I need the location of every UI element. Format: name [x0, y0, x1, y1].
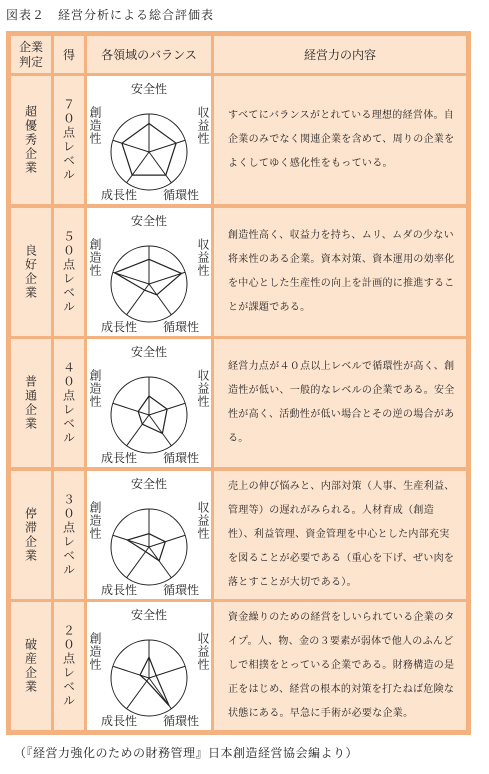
- row-score-cell: [54, 471, 84, 599]
- balance-radar: [87, 471, 211, 599]
- balance-radar: [87, 602, 211, 730]
- header-balance-label: 各領域のバランス: [101, 48, 197, 62]
- row-score: ２０点レベル: [61, 624, 76, 708]
- row-description: 資金繰りのための経営をしいられている企業のタイプ。人、物、金の３要素が弱体で他人のふんどしで相撲をとっている企業である。財務構造の是正をはじめ、経営の根本的対策を打たねば危険な状態にある。早急に手術が必要な企業。: [228, 612, 455, 719]
- radar-spoke-creativity: [113, 535, 149, 547]
- radar-chart: [87, 471, 211, 599]
- header-score-label: 得: [62, 48, 75, 62]
- radar-spoke-circulation: [149, 547, 171, 578]
- radar-axis-label-bottom-left: 成長性: [100, 714, 138, 728]
- radar-spoke-creativity: [113, 140, 149, 152]
- radar-spoke-creativity: [113, 403, 149, 415]
- row-description-cell: [214, 339, 466, 467]
- evaluation-table: [6, 31, 471, 735]
- row-description-cell: [214, 471, 466, 599]
- radar-spoke-profitability: [149, 140, 185, 152]
- source-note: （『経営力強化のための財務管理』日本創造経営協会編より）: [14, 746, 359, 760]
- row-score-cell: [54, 339, 84, 467]
- row-category-cell: [11, 602, 51, 730]
- radar-spoke-growth: [127, 415, 149, 446]
- radar-axis-label-left: 創造性: [88, 106, 102, 145]
- radar-profile: [127, 534, 165, 561]
- row-score-cell: [54, 208, 84, 336]
- row-description: 売上の伸び悩みと、内部対策（人事、生産利益、管理等）の遅れがみられる。人材育成（創造性）、利益管理、資金管理を中心とした内部充実を図ることが必要である（重心を下げ、ぜい肉を落とすことが大切である）。: [228, 481, 455, 588]
- header-content-label: 経営力の内容: [303, 48, 376, 62]
- radar-axis-label-top: 安全性: [130, 608, 168, 622]
- radar-axis-label-top: 安全性: [130, 477, 168, 491]
- radar-axis-label-right: 収益性: [196, 238, 210, 277]
- radar-profile: [138, 396, 167, 433]
- radar-chart: [87, 602, 211, 730]
- radar-spoke-growth: [127, 284, 149, 315]
- row-score-cell: [54, 602, 84, 730]
- radar-axis-label-bottom-left: 成長性: [100, 320, 138, 334]
- radar-axis-label-bottom-left: 成長性: [100, 188, 138, 202]
- radar-axis-label-bottom-right: 循環性: [162, 451, 200, 465]
- radar-axis-label-top: 安全性: [130, 214, 168, 228]
- row-score-cell: [54, 76, 84, 204]
- row-score: ４０点レベル: [61, 361, 76, 445]
- balance-radar: [87, 339, 211, 467]
- radar-axis-label-right: 収益性: [196, 369, 210, 408]
- radar-chart: [87, 76, 211, 204]
- figure-title: 図表２ 経営分析による総合評価表: [6, 8, 215, 22]
- row-category: 超優秀企業: [23, 105, 38, 175]
- radar-axis-label-bottom-right: 循環性: [162, 583, 200, 597]
- radar-axis-label-bottom-left: 成長性: [100, 583, 138, 597]
- header-judgment-label: 企業 判定: [18, 39, 43, 69]
- row-category-cell: [11, 339, 51, 467]
- row-description: すべてにバランスがとれている理想的経営体。自企業のみでなく関連企業を含めて、周りの企業をよくしてゆく感化性をもっている。: [228, 110, 455, 169]
- row-category-cell: [11, 76, 51, 204]
- radar-axis-label-bottom-right: 循環性: [162, 188, 200, 202]
- radar-axis-label-bottom-right: 循環性: [162, 320, 200, 334]
- radar-axis-label-left: 創造性: [88, 238, 102, 277]
- radar-chart: [87, 339, 211, 467]
- row-score: ３０点レベル: [61, 493, 76, 577]
- row-score: ７０点レベル: [61, 98, 76, 182]
- row-description-cell: [214, 76, 466, 204]
- row-category: 良好企業: [23, 244, 38, 300]
- balance-radar: [87, 76, 211, 204]
- header-balance: [87, 36, 211, 73]
- header-score: [54, 36, 84, 73]
- radar-axis-label-right: 収益性: [196, 501, 210, 540]
- radar-spoke-circulation: [149, 284, 171, 315]
- radar-chart: [87, 208, 211, 336]
- row-description-cell: [214, 602, 466, 730]
- header-content: [214, 36, 466, 73]
- row-category: 停滞企業: [23, 507, 38, 563]
- radar-axis-label-top: 安全性: [130, 345, 168, 359]
- radar-axis-label-right: 収益性: [196, 632, 210, 671]
- radar-spoke-circulation: [149, 415, 171, 446]
- radar-spoke-profitability: [149, 272, 185, 284]
- radar-axis-label-bottom-right: 循環性: [162, 714, 200, 728]
- row-category-cell: [11, 471, 51, 599]
- radar-axis-label-left: 創造性: [88, 632, 102, 671]
- radar-axis-label-right: 収益性: [196, 106, 210, 145]
- radar-profile: [140, 657, 169, 706]
- radar-axis-label-bottom-left: 成長性: [100, 451, 138, 465]
- header-judgment: [11, 36, 51, 73]
- row-description-cell: [214, 208, 466, 336]
- row-description: 経営力点が４０点以上レベルで循環性が高く、創造性が低い、一般的なレベルの企業である。安全性が高く、活動性が低い場合とその逆の場合がある。: [228, 361, 455, 444]
- radar-spoke-growth: [127, 678, 149, 709]
- row-score: ５０点レベル: [61, 230, 76, 314]
- row-category-cell: [11, 208, 51, 336]
- row-category: 破産企業: [23, 638, 38, 694]
- row-category: 普通企業: [23, 375, 38, 431]
- balance-radar: [87, 208, 211, 336]
- radar-axis-label-left: 創造性: [88, 501, 102, 540]
- radar-axis-label-top: 安全性: [130, 82, 168, 96]
- row-description: 創造性高く、収益力を持ち、ムリ、ムダの少ない将来性のある企業。資本対策、資本運用の効率化を中心とした生産性の向上を計画的に推進することが課題である。: [228, 230, 455, 313]
- radar-axis-label-left: 創造性: [88, 369, 102, 408]
